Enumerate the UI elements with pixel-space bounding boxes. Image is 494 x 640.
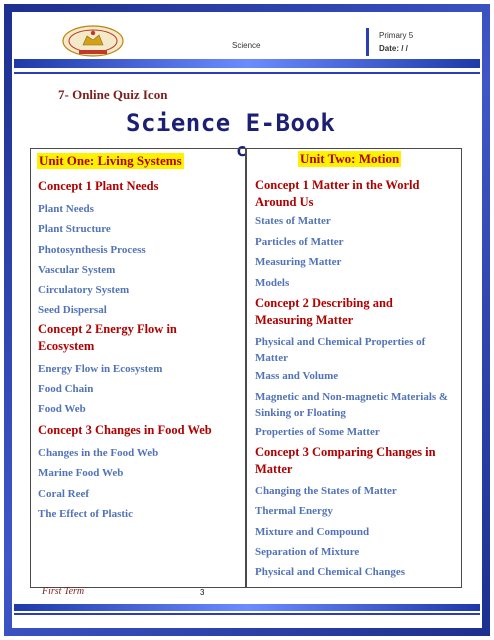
- topic-link[interactable]: Particles of Matter: [255, 236, 344, 248]
- topic-link[interactable]: Circulatory System: [38, 284, 130, 296]
- topic-link[interactable]: Separation of Mixture: [255, 546, 360, 558]
- topic-link[interactable]: Physical and Chemical Properties of Matter: [255, 336, 426, 364]
- topic-link[interactable]: The Effect of Plastic: [38, 508, 133, 520]
- topic-link[interactable]: Physical and Chemical Changes: [255, 566, 406, 578]
- footer-bar: [14, 604, 480, 611]
- concept-heading: Concept 3 Changes in Food Web: [38, 423, 212, 437]
- topic-link[interactable]: Plant Structure: [38, 223, 111, 235]
- topic-link[interactable]: Food Web: [38, 403, 86, 415]
- topic-link[interactable]: States of Matter: [255, 215, 331, 227]
- topic-link[interactable]: Mass and Volume: [255, 370, 339, 382]
- topic-link[interactable]: Measuring Matter: [255, 256, 342, 268]
- concept-heading: Concept 3 Comparing Changes in Matter: [255, 445, 436, 476]
- topic-link[interactable]: Models: [255, 277, 290, 289]
- unit-one-title: Unit One: Living Systems: [39, 153, 182, 168]
- topic-link[interactable]: Energy Flow in Ecosystem: [38, 363, 163, 375]
- unit-two-box: [246, 148, 462, 588]
- topic-link[interactable]: Properties of Some Matter: [255, 426, 380, 438]
- topic-link[interactable]: Plant Needs: [38, 203, 94, 215]
- topic-link[interactable]: Changes in the Food Web: [38, 447, 159, 459]
- date-label: Date: / /: [379, 44, 408, 53]
- page-number: 3: [200, 588, 205, 597]
- page-title: Science E-Book: [126, 109, 336, 137]
- title-fragment: c: [236, 140, 247, 161]
- topic-link[interactable]: Vascular System: [38, 264, 116, 276]
- topic-link[interactable]: Thermal Energy: [255, 505, 333, 517]
- header-subject: Science: [232, 41, 261, 50]
- footer-rule: [14, 613, 480, 615]
- quiz-heading: 7- Online Quiz Icon: [58, 87, 168, 102]
- header-bar: [14, 59, 480, 68]
- topic-link[interactable]: Photosynthesis Process: [38, 244, 146, 256]
- topic-link[interactable]: Marine Food Web: [38, 467, 124, 479]
- school-crest-icon: [50, 24, 136, 58]
- concept-heading: Concept 2 Describing and Measuring Matter: [255, 296, 393, 327]
- topic-link[interactable]: Food Chain: [38, 383, 94, 395]
- concept-heading: Concept 1 Plant Needs: [38, 179, 159, 193]
- topic-link[interactable]: Magnetic and Non-magnetic Materials & Sinking or Floating: [255, 391, 449, 419]
- concept-heading: Concept 1 Matter in the World Around Us: [255, 178, 420, 209]
- concept-heading: Concept 2 Energy Flow in Ecosystem: [38, 322, 177, 353]
- unit-one-box: [30, 148, 246, 588]
- unit-two-title: Unit Two: Motion: [300, 151, 400, 166]
- topic-link[interactable]: Mixture and Compound: [255, 526, 370, 538]
- topic-link[interactable]: Coral Reef: [38, 488, 90, 500]
- footer-term: First Term: [42, 586, 85, 597]
- grade-label: Primary 5: [379, 31, 414, 40]
- topic-link[interactable]: Changing the States of Matter: [255, 485, 397, 497]
- header-info-box: [366, 28, 477, 56]
- topic-link[interactable]: Seed Dispersal: [38, 304, 107, 316]
- header-rule: [14, 72, 480, 74]
